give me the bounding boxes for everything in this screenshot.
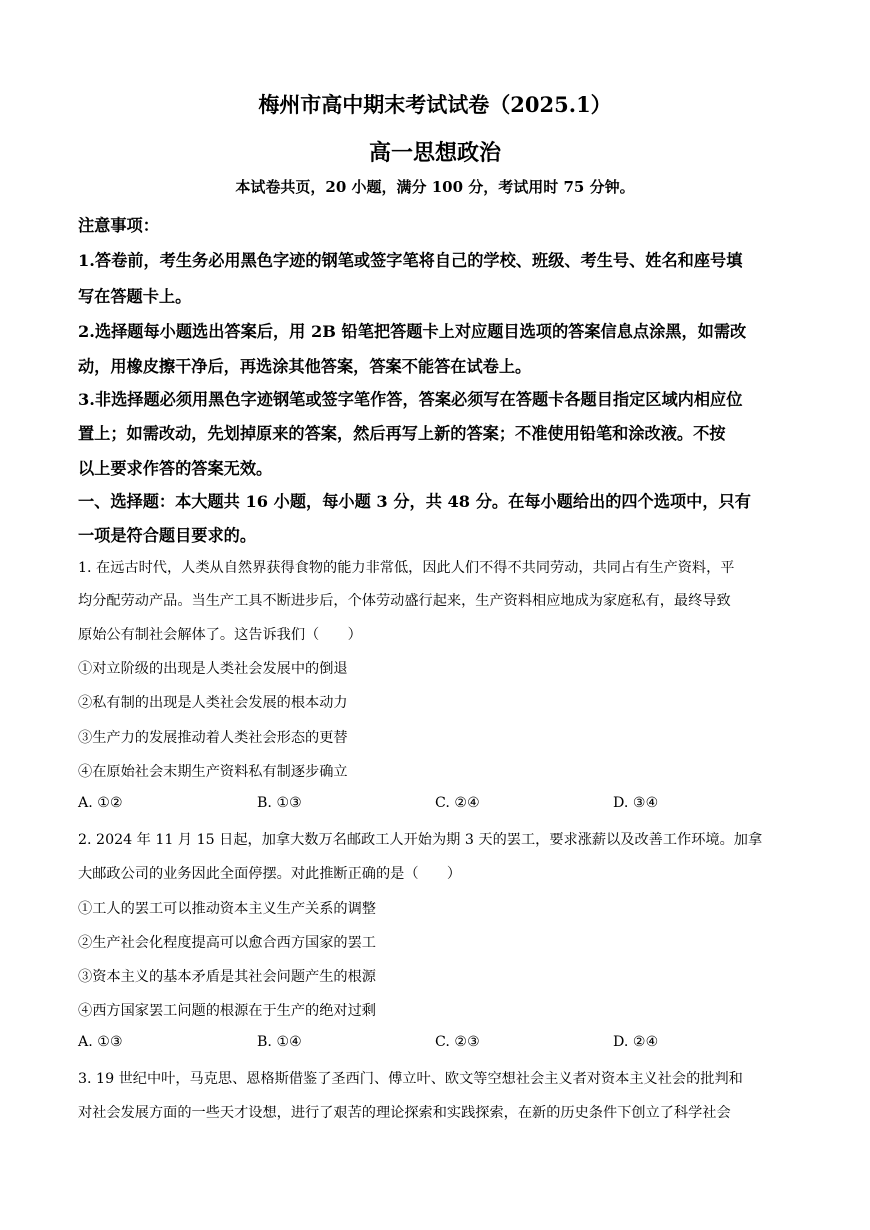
q1-option-a: A. ①② xyxy=(78,795,123,811)
notice-line: 1.答卷前，考生务必用黑色字迹的钢笔或签字笔将自己的学校、班级、考生号、姓名和座号填 xyxy=(78,251,743,270)
exam-title: 梅州市高中期末考试试卷（2025.1） xyxy=(258,92,612,117)
q3-stem: 3. 19 世纪中叶，马克思、恩格斯借鉴了圣西门、傅立叶、欧文等空想社会主义者对资本主义社会的批判和 xyxy=(78,1071,743,1087)
q1-stem: 1. 在远古时代，人类从自然界获得食物的能力非常低，因此人们不得不共同劳动，共同占有生产资料，平 xyxy=(78,560,735,576)
notice-line: 3.非选择题必须用黑色字迹钢笔或签字笔作答，答案必须写在答题卡各题目指定区域内相应位 xyxy=(78,390,743,409)
q1-statement: ③生产力的发展推动着人类社会形态的更替 xyxy=(78,730,348,746)
q1-option-c: C. ②④ xyxy=(435,795,480,811)
q2-statement: ②生产社会化程度提高可以愈合西方国家的罢工 xyxy=(78,935,376,951)
notice-line: 动，用橡皮擦干净后，再选涂其他答案，答案不能答在试卷上。 xyxy=(78,357,532,376)
q1-stem: 均分配劳动产品。当生产工具不断进步后，个体劳动盛行起来，生产资料相应地成为家庭私有，最终导致 xyxy=(78,593,731,609)
section-heading: 一项是符合题目要求的。 xyxy=(78,526,257,545)
notice-line: 2.选择题每小题选出答案后，用 2B 铅笔把答题卡上对应题目选项的答案信息点涂黑，如需改 xyxy=(78,322,747,341)
notice-line: 以上要求作答的答案无效。 xyxy=(78,459,273,478)
q2-option-a: A. ①③ xyxy=(78,1034,123,1050)
q2-option-d: D. ②④ xyxy=(613,1034,659,1050)
exam-summary: 本试卷共页，20 小题，满分 100 分，考试用时 75 分钟。 xyxy=(235,178,635,196)
q2-stem: 大邮政公司的业务因此全面停摆。对此推断正确的是（ ） xyxy=(78,866,462,882)
q1-stem: 原始公有制社会解体了。这告诉我们（ ） xyxy=(78,627,362,643)
notice-line: 置上；如需改动，先划掉原来的答案，然后再写上新的答案；不准使用铅笔和涂改液。不按 xyxy=(78,424,726,443)
q2-statement: ①工人的罢工可以推动资本主义生产关系的调整 xyxy=(78,901,376,917)
q1-statement: ④在原始社会末期生产资料私有制逐步确立 xyxy=(78,764,348,780)
q1-statement: ②私有制的出现是人类社会发展的根本动力 xyxy=(78,695,348,711)
q2-stem: 2. 2024 年 11 月 15 日起，加拿大数万名邮政工人开始为期 3 天的罢工，要求涨薪以及改善工作环境。加拿 xyxy=(78,832,763,848)
q1-option-b: B. ①③ xyxy=(257,795,302,811)
section-heading: 一、选择题：本大题共 16 小题，每小题 3 分，共 48 分。在每小题给出的四个选项中，只有 xyxy=(78,492,751,511)
q2-statement: ③资本主义的基本矛盾是其社会问题产生的根源 xyxy=(78,969,376,985)
q1-statement: ①对立阶级的出现是人类社会发展中的倒退 xyxy=(78,661,348,677)
q3-stem: 对社会发展方面的一些天才设想，进行了艰苦的理论探索和实践探索，在新的历史条件下创立了科学社会 xyxy=(78,1105,731,1121)
notice-line: 写在答题卡上。 xyxy=(78,287,192,306)
q1-option-d: D. ③④ xyxy=(613,795,659,811)
q2-statement: ④西方国家罢工问题的根源在于生产的绝对过剩 xyxy=(78,1003,376,1019)
exam-subject: 高一思想政治 xyxy=(368,140,501,166)
q2-option-b: B. ①④ xyxy=(257,1034,302,1050)
q2-option-c: C. ②③ xyxy=(435,1034,480,1050)
notice-heading: 注意事项： xyxy=(78,216,159,235)
